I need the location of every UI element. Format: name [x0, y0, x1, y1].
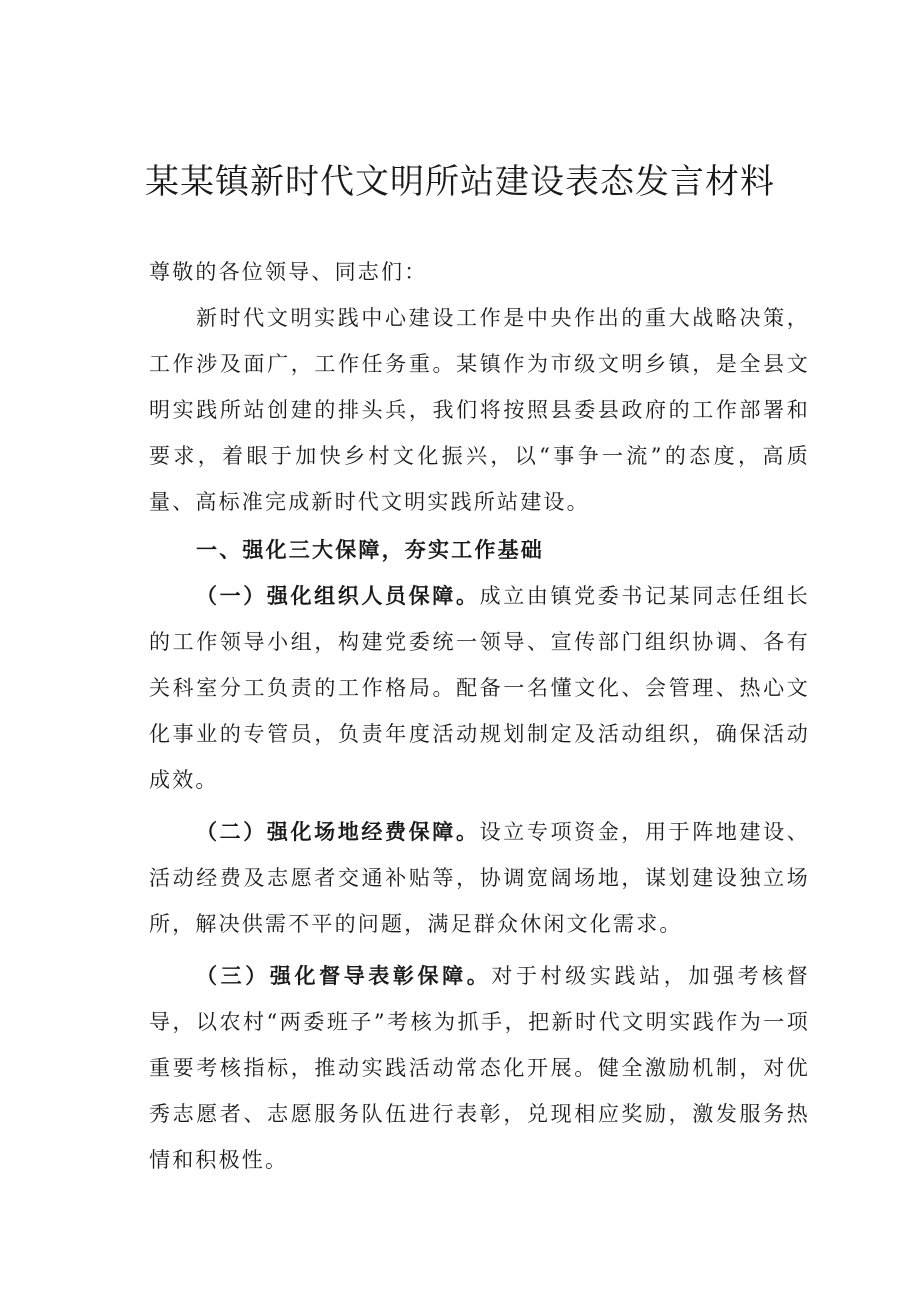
section-item-3-text: 对于村级实践站，加强考核督导，以农村“两委班子”考核为抓手，把新时代文明实践作为一项重要考核指标，推动实践活动常态化开展。健全激励机制，对优秀志愿者、志愿服务队伍进行表彰，兑现相应奖励，激发服务热情和积极性。 — [149, 964, 810, 1172]
section-item-2 — [149, 809, 810, 947]
section-item-1-text: 成立由镇党委书记某同志任组长的工作领导小组，构建党委统一领导、宣传部门组织协调、各有关科室分工负责的工作格局。配备一名懂文化、会管理、热心文化事业的专管员，负责年度活动规划制定及活动组织，确保活动成效。 — [149, 584, 810, 792]
document-title: 某某镇新时代文明所站建设表态发言材料 — [145, 162, 775, 202]
section-heading-1: 一、强化三大保障，夯实工作基础 — [196, 538, 544, 562]
section-item-1 — [149, 573, 810, 803]
salutation: 尊敬的各位领导、同志们： — [149, 260, 428, 284]
section-item-3 — [149, 953, 810, 1183]
section-item-1-title: （一）强化组织人员保障。 — [196, 584, 480, 608]
section-item-3-title: （三）强化督导表彰保障。 — [196, 964, 492, 988]
intro-paragraph: 新时代文明实践中心建设工作是中央作出的重大战略决策，工作涉及面广，工作任务重。某镇作为市级文明乡镇，是全县文明实践所站创建的排头兵，我们将按照县委县政府的工作部署和要求，着眼于加快乡村文化振兴，以“事争一流”的态度，高质量、高标准完成新时代文明实践所站建设。 — [149, 306, 810, 514]
section-item-2-text: 设立专项资金，用于阵地建设、活动经费及志愿者交通补贴等，协调宽阔场地，谋划建设独立场所，解决供需不平的问题，满足群众休闲文化需求。 — [149, 820, 810, 936]
document-body — [149, 249, 810, 1183]
section-item-2-title: （二）强化场地经费保障。 — [196, 820, 480, 844]
